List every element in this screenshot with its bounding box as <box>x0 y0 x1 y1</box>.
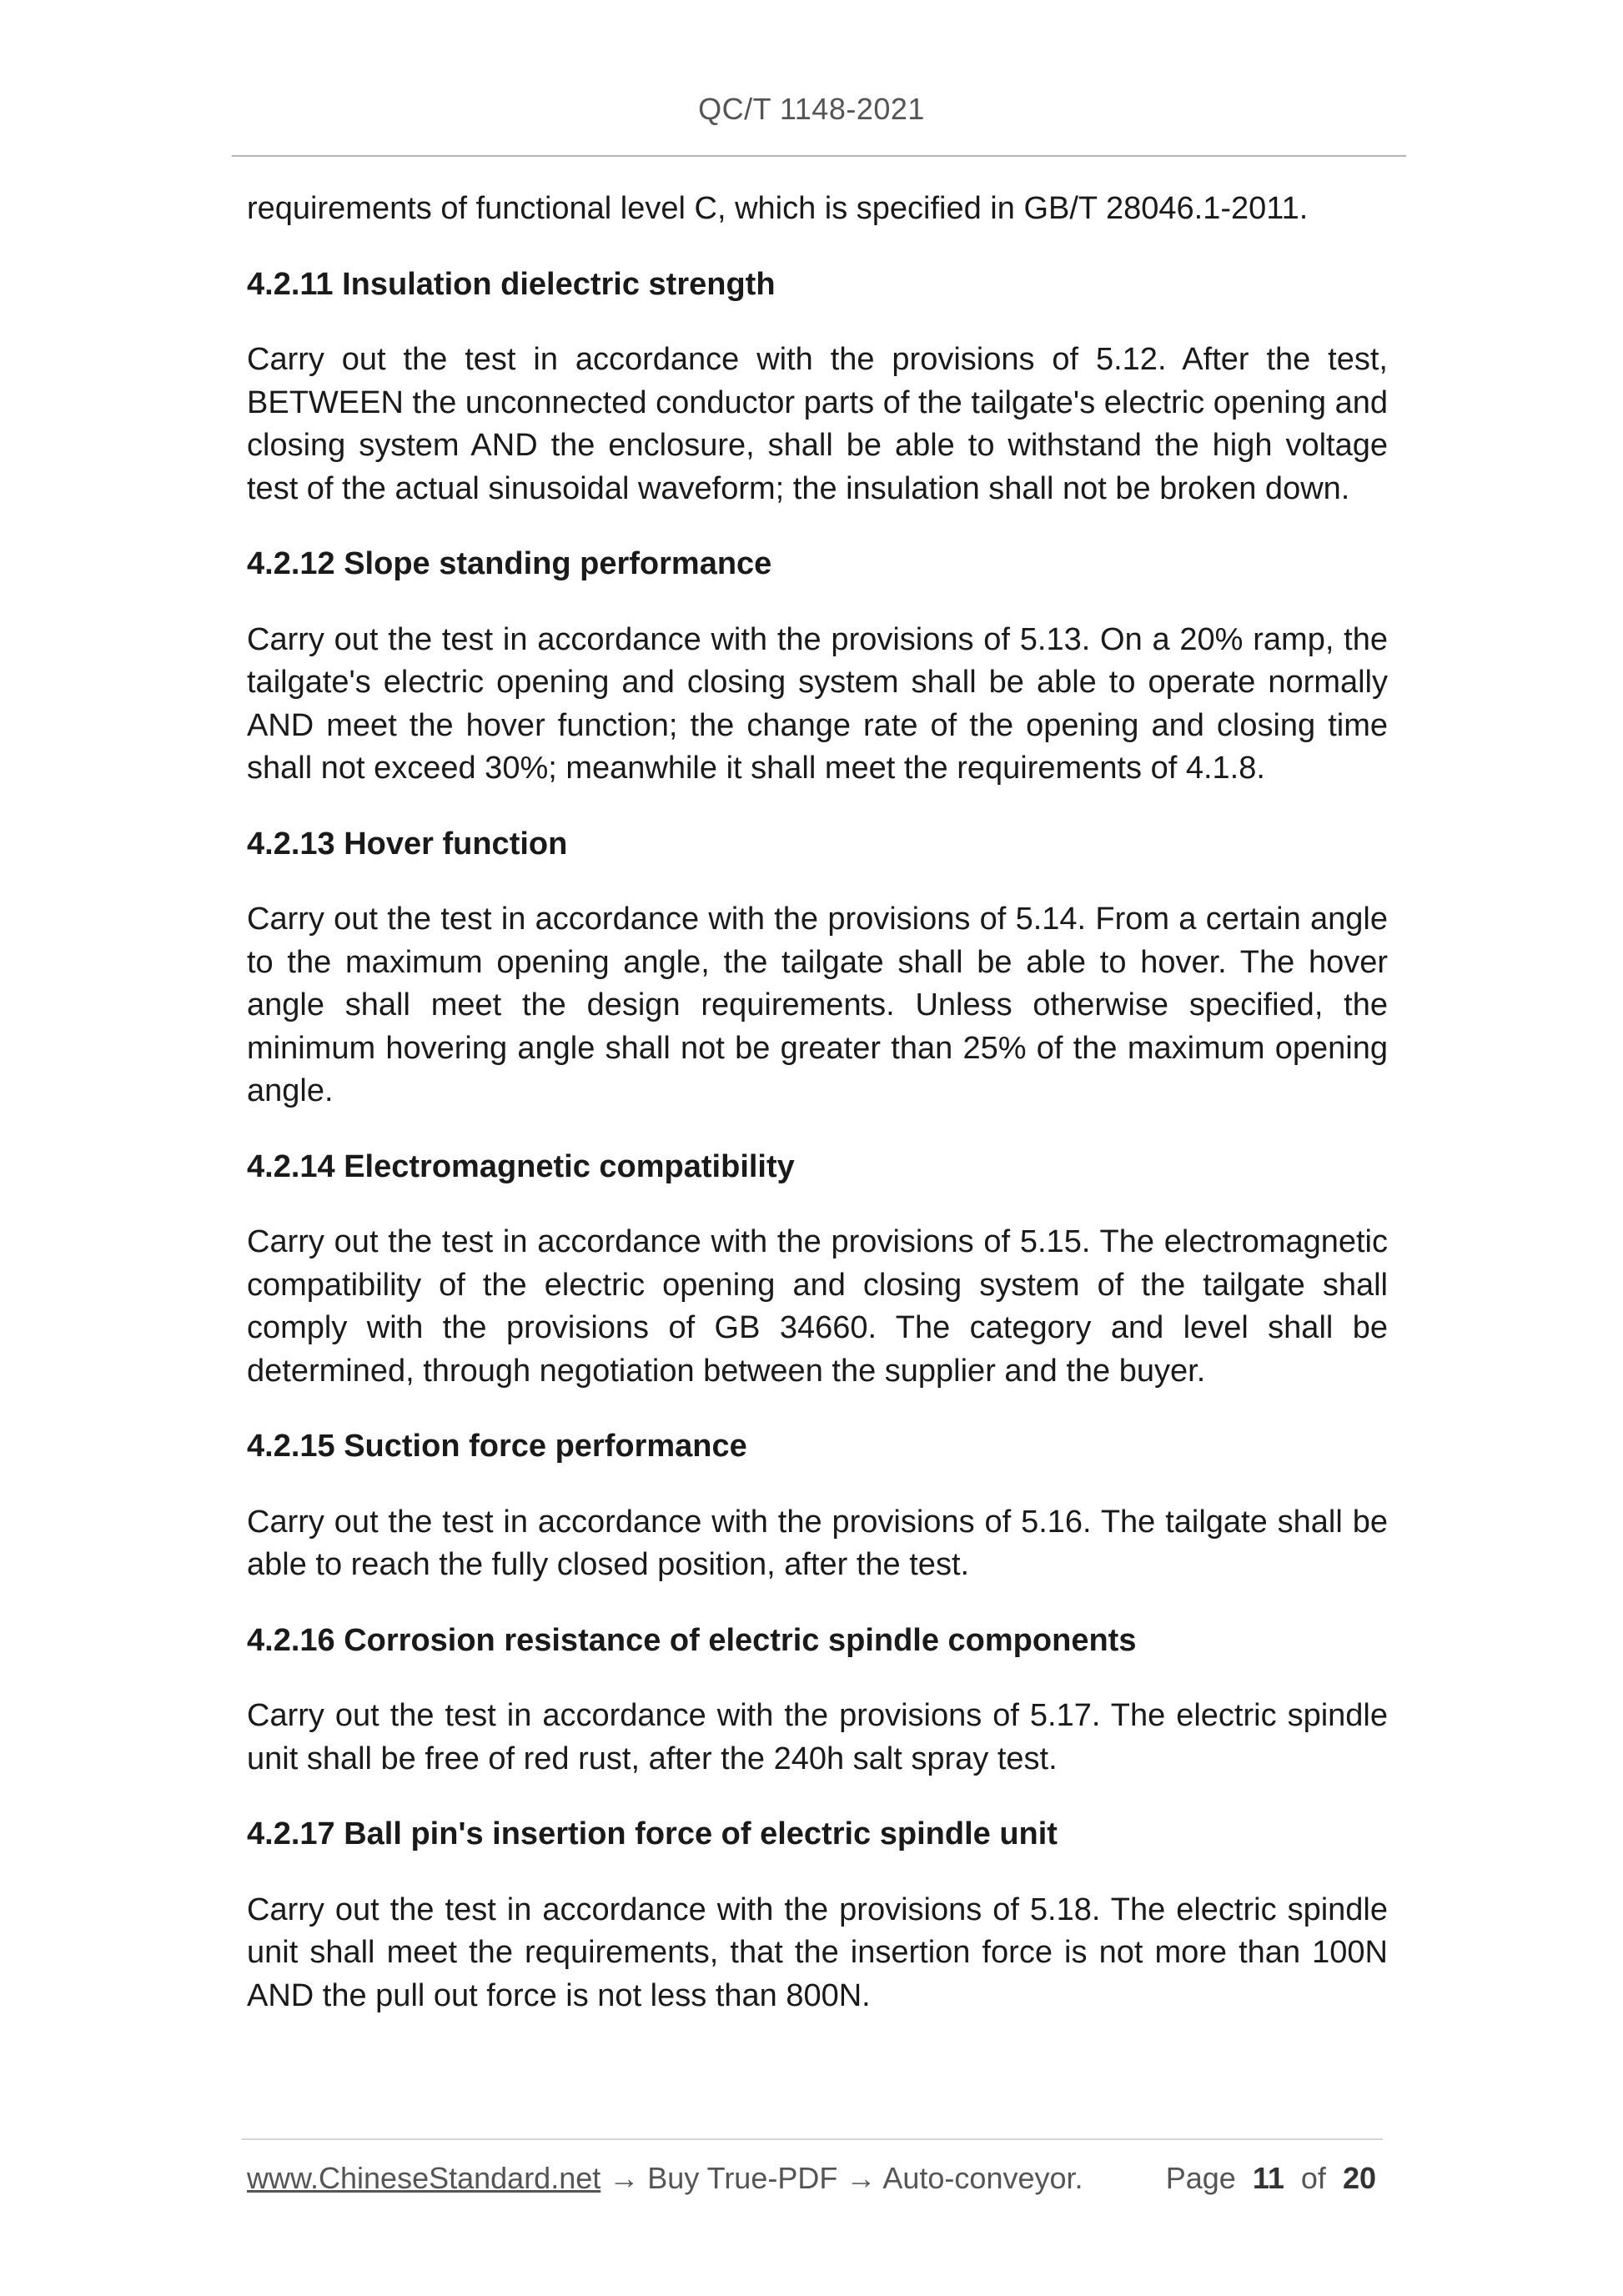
section-heading-4-2-14: 4.2.14 Electromagnetic compatibility <box>247 1148 795 1184</box>
section-heading-4-2-15: 4.2.15 Suction force performance <box>247 1429 747 1464</box>
footer-promo <box>247 2161 1083 2196</box>
page-number <box>1166 2161 1376 2196</box>
of-label: of <box>1300 2161 1326 2195</box>
section-heading-4-2-12: 4.2.12 Slope standing performance <box>247 546 772 581</box>
arrow-right-icon: → <box>846 2161 877 2195</box>
section-heading-4-2-16: 4.2.16 Corrosion resistance of electric spindle components <box>247 1622 1137 1658</box>
section-body-4-2-15: Carry out the test in accordance with the provisions of 5.16. The tailgate shall be able to reach the fully closed position, after the test. <box>247 1504 1388 1582</box>
arrow-right-icon: → <box>609 2161 640 2195</box>
section-body-4-2-12: Carry out the test in accordance with the provisions of 5.13. On a 20% ramp, the tailgate's electric opening and closing system shall be able to operate normally AND meet the hover function; the change rate of the opening and closing time shall not exceed 30%; meanwhile it shall meet the requirements of 4.1.8. <box>247 621 1388 786</box>
document-body <box>247 188 1388 2050</box>
footer-divider <box>242 2138 1383 2140</box>
site-link[interactable]: www.ChineseStandard.net <box>247 2161 601 2195</box>
section-heading-4-2-11: 4.2.11 Insulation dielectric strength <box>247 266 776 302</box>
section-heading-4-2-17: 4.2.17 Ball pin's insertion force of electric spindle unit <box>247 1816 1058 1851</box>
header-divider <box>232 155 1406 157</box>
section-body-4-2-16: Carry out the test in accordance with the provisions of 5.17. The electric spindle unit shall be free of red rust, after the 240h salt spray test. <box>247 1698 1388 1776</box>
intro-paragraph: requirements of functional level C, which is specified in GB/T 28046.1-2011. <box>247 191 1309 226</box>
standard-code: QC/T 1148-2021 <box>698 92 925 126</box>
section-body-4-2-17: Carry out the test in accordance with the provisions of 5.18. The electric spindle unit shall meet the requirements, that the insertion force is not more than 100N AND the pull out force is not less than 800N. <box>247 1892 1388 2013</box>
section-body-4-2-11: Carry out the test in accordance with the provisions of 5.12. After the test, BETWEEN the unconnected conductor parts of the tailgate's electric opening and closing system AND the enclosure, shall be able to withstand the high voltage test of the actual sinusoidal waveform; the insulation shall not be broken down. <box>247 342 1388 506</box>
buy-text: Buy True-PDF <box>647 2161 838 2195</box>
section-body-4-2-13: Carry out the test in accordance with the provisions of 5.14. From a certain angle to the maximum opening angle, the tailgate shall be able to hover. The hover angle shall meet the design requirements. Unless otherwise specified, the minimum hovering angle shall not be greater than 25% of the maximum opening angle. <box>247 902 1388 1108</box>
page-header <box>0 92 1623 127</box>
section-body-4-2-14: Carry out the test in accordance with the provisions of 5.15. The electromagnetic compatibility of the electric opening and closing system of the tailgate shall comply with the provisions of GB 34660. The category and level shall be determined, through negotiation between the supplier and the buyer. <box>247 1224 1388 1389</box>
page-label: Page <box>1165 2161 1236 2195</box>
section-heading-4-2-13: 4.2.13 Hover function <box>247 826 568 862</box>
page-current: 11 <box>1252 2161 1284 2195</box>
page-total: 20 <box>1342 2161 1376 2195</box>
delivery-text: Auto-conveyor. <box>882 2161 1083 2195</box>
